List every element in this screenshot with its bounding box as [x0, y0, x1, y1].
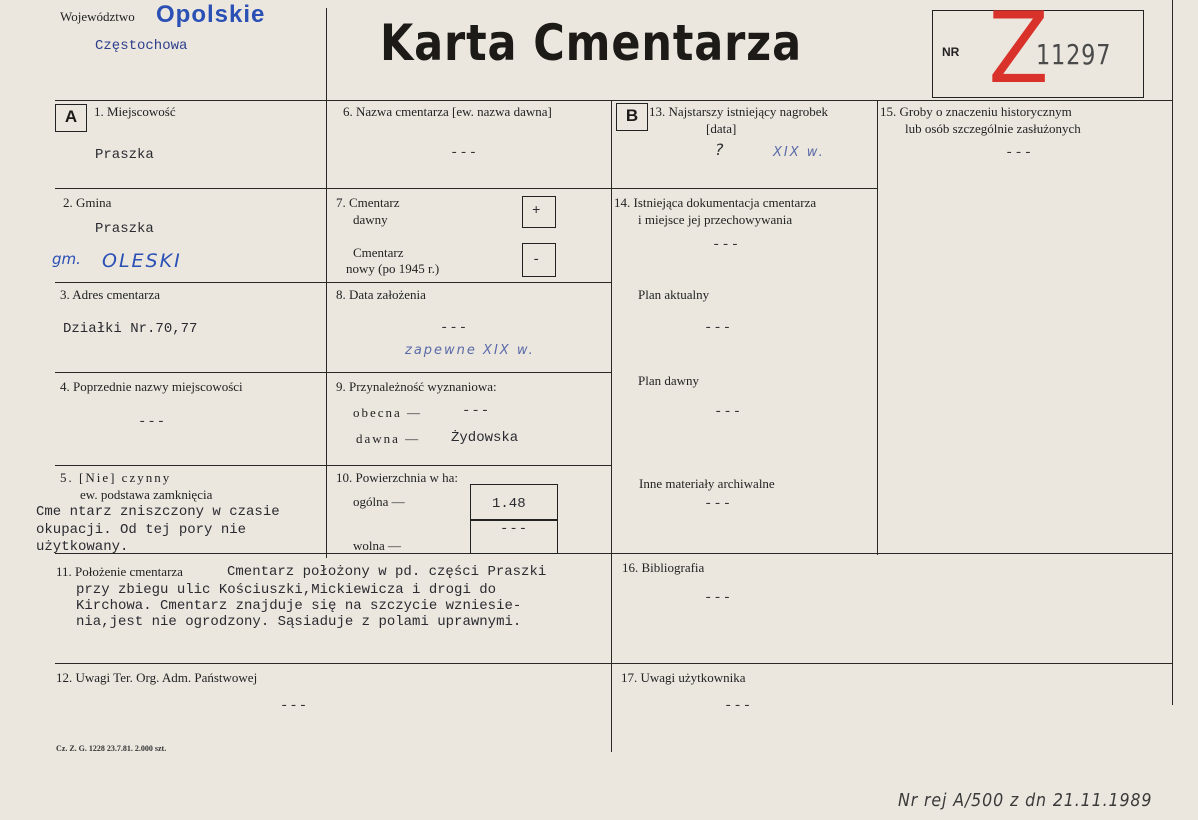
field-12-label: 12. Uwagi Ter. Org. Adm. Państwowej	[56, 670, 258, 685]
field-9-current-label: obecna —	[353, 405, 423, 420]
field-9-current-value: ---	[462, 403, 491, 419]
page-title: Karta Cmentarza	[380, 14, 802, 72]
voivodeship-label: Województwo	[60, 9, 135, 24]
divider-right-column	[877, 100, 878, 555]
divider-row-5	[55, 553, 1172, 554]
field-7-label-a: 7. Cmentarz	[336, 195, 400, 210]
field-10-total-value: 1.48	[492, 496, 526, 512]
field-8-label: 8. Data założenia	[336, 287, 426, 302]
field-1-value: Praszka	[95, 147, 154, 163]
section-b-badge: B	[616, 103, 648, 131]
other-materials-value: ---	[704, 496, 733, 512]
field-13-label-a: 13. Najstarszy istniejący nagrobek	[649, 104, 829, 119]
field-12-value: ---	[280, 698, 309, 714]
subregion-stamp: Częstochowa	[95, 38, 188, 54]
field-9-former-label: dawna —	[356, 431, 421, 446]
print-footer: Cz. Z. G. 1228 23.7.81. 2.000 szt.	[56, 744, 167, 753]
divider-row-3	[55, 372, 611, 373]
field-10-label: 10. Powierzchnia w ha:	[336, 470, 459, 485]
field-11-line-2: przy zbiegu ulic Kościuszki,Mickiewicza i drogi do	[76, 582, 497, 598]
divider-row-6	[55, 663, 1172, 664]
field-9-former-value: Żydowska	[451, 430, 519, 446]
field-9-label: 9. Przynależność wyznaniowa:	[336, 379, 497, 394]
field-10-free-value: ---	[500, 521, 529, 537]
field-11-line-1: Cmentarz położony w pd. części Praszki	[227, 564, 547, 580]
field-10-total-label: ogólna —	[353, 494, 405, 509]
field-15-label-a: 15. Groby o znaczeniu historycznym	[880, 104, 1072, 119]
field-14-value: ---	[712, 237, 741, 253]
divider-row-4	[55, 465, 611, 466]
field-6-label: 6. Nazwa cmentarza [ew. nazwa dawna]	[343, 104, 552, 119]
field-11-line-4: nia,jest nie ogrodzony. Sąsiaduje z polami uprawnymi.	[76, 614, 522, 630]
field-7-label-b: dawny	[353, 212, 388, 227]
field-15-value: ---	[1005, 145, 1034, 161]
field-13-value: ?	[715, 140, 724, 159]
field-1-label: 1. Miejscowość	[94, 104, 176, 119]
registry-note: Nr rej A/500 z dn 21.11.1989	[898, 790, 1153, 811]
field-14-label-b: i miejsce jej przechowywania	[638, 212, 793, 227]
nr-red-letter: Z	[988, 0, 1049, 106]
field-10-free-label: wolna —	[353, 538, 402, 553]
field-8-value: ---	[440, 320, 469, 336]
section-a-badge: A	[55, 104, 87, 132]
field-17-label: 17. Uwagi użytkownika	[621, 670, 746, 685]
field-2-hand-prefix: gm.	[52, 250, 81, 268]
checkbox-new-mark: -	[532, 252, 541, 268]
field-17-value: ---	[724, 698, 753, 714]
divider-row-1	[55, 188, 877, 189]
field-4-value: ---	[138, 414, 167, 430]
field-14-label-a: 14. Istniejąca dokumentacja cmentarza	[614, 195, 817, 210]
divider-center-column	[611, 100, 612, 752]
field-8-hand-note: zapewne XIX w.	[405, 343, 535, 358]
field-5-line-3: użytkowany.	[36, 539, 129, 555]
field-15-label-b: lub osób szczególnie zasłużonych	[905, 121, 1081, 136]
plan-old-label: Plan dawny	[638, 373, 700, 388]
nr-number: 11297	[1036, 38, 1112, 71]
field-11-label: 11. Położenie cmentarza	[56, 564, 183, 579]
field-16-label: 16. Bibliografia	[622, 560, 705, 575]
field-2-label: 2. Gmina	[63, 195, 112, 210]
field-7-label-d: nowy (po 1945 r.)	[346, 261, 440, 276]
field-16-value: ---	[704, 590, 733, 606]
field-11-line-3: Kirchowa. Cmentarz znajduje się na szczycie wzniesie-	[76, 598, 522, 614]
field-2-value: Praszka	[95, 221, 154, 237]
voivodeship-stamp: Opolskie	[156, 1, 266, 28]
field-6-value: ---	[450, 145, 479, 161]
field-3-label: 3. Adres cmentarza	[60, 287, 160, 302]
plan-current-value: ---	[704, 320, 733, 336]
field-7-label-c: Cmentarz	[353, 245, 404, 260]
field-5-label: 5. [Nie] czynny	[60, 470, 172, 485]
field-4-label: 4. Poprzednie nazwy miejscowości	[60, 379, 243, 394]
field-5-line-1: Cme ntarz zniszczony w czasie	[36, 504, 280, 520]
field-3-value: Działki Nr.70,77	[63, 321, 198, 337]
field-5-line-2: okupacji. Od tej pory nie	[36, 522, 247, 538]
plan-current-label: Plan aktualny	[638, 287, 710, 302]
nr-label: NR	[942, 45, 960, 59]
field-13-hand-note: XIX w.	[773, 145, 825, 160]
field-13-label-b: [data]	[706, 121, 737, 136]
field-2-hand-value: OLESKI	[102, 250, 182, 272]
divider-row-2	[55, 282, 611, 283]
plan-old-value: ---	[714, 404, 743, 420]
checkbox-old-mark: +	[532, 203, 541, 219]
field-5-sublabel: ew. podstawa zamknięcia	[80, 487, 213, 502]
divider-page-right	[1172, 0, 1173, 705]
other-materials-label: Inne materiały archiwalne	[639, 476, 775, 491]
divider-left-column	[326, 8, 327, 558]
